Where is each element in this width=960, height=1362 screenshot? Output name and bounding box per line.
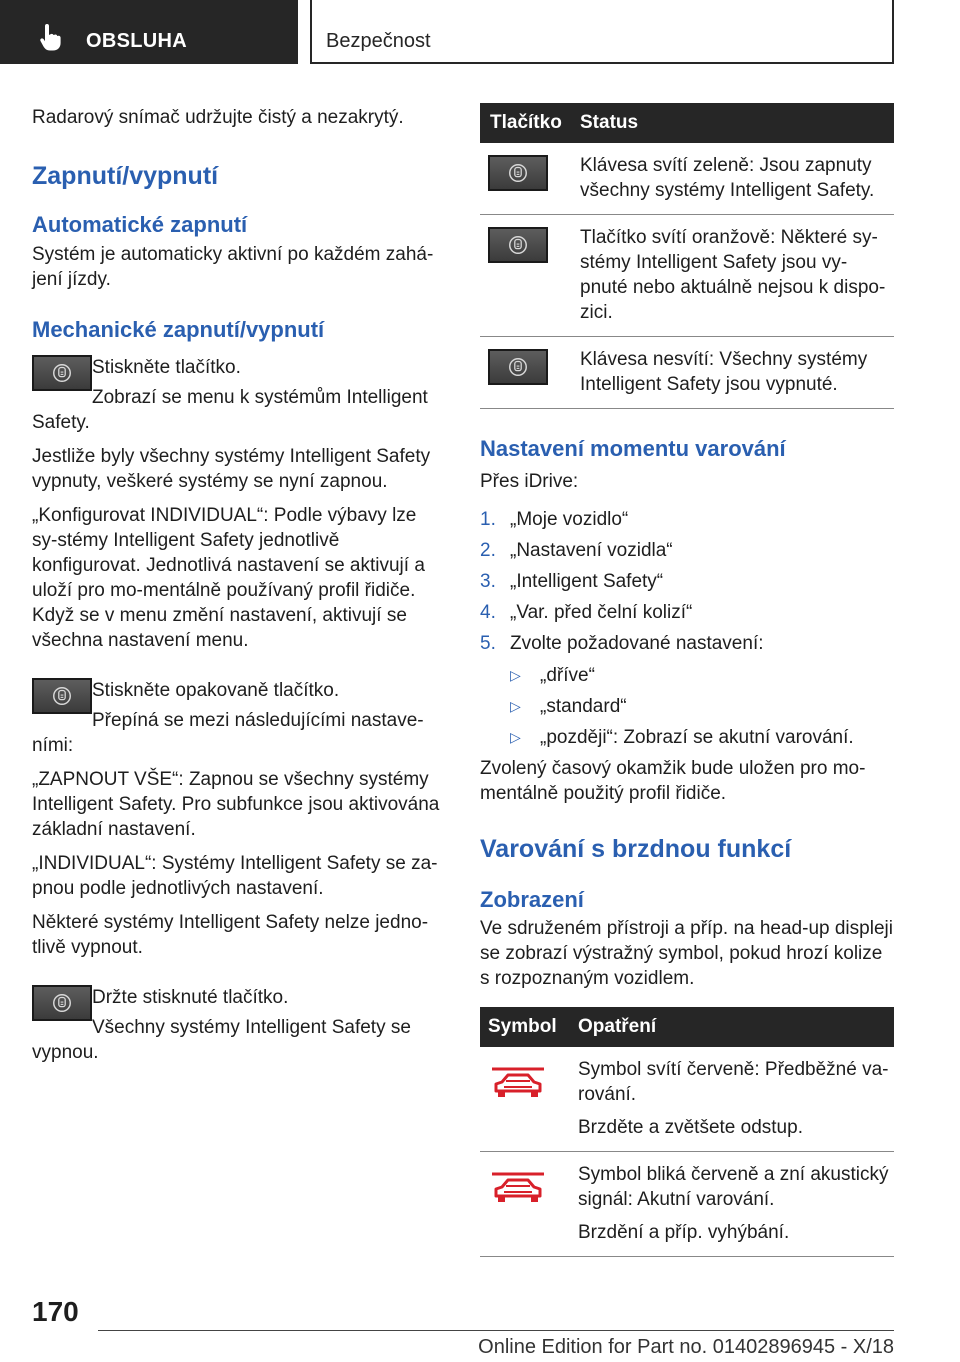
intelligent-safety-icon (507, 162, 529, 184)
triangle-bullet-icon: ▷ (510, 667, 521, 683)
list-item: ▷ „později“: Zobrazí se akutní varování. (510, 727, 854, 748)
list-item: 2. „Nastavení vozidla“ (480, 540, 673, 561)
heading-mechanical: Mechanické zapnutí/vypnutí (32, 317, 325, 342)
intelligent-safety-button (488, 227, 548, 263)
intelligent-safety-icon (51, 362, 73, 384)
acute-warning-text: Symbol bliká červeně a zní akustický signál: Akutní varování. (578, 1164, 889, 1210)
heading-warning-time: Nastavení momentu varování (480, 436, 786, 461)
heading-display: Zobrazení (480, 887, 584, 912)
status-orange: Tlačítko svítí oranžově: Některé sy-stémy Intelligent Safety jsou vy-pnuté nebo aktuálně nejsou k dispo-zici. (578, 215, 894, 337)
edition-footer: Online Edition for Part no. 01402896945 - X/18 (478, 1336, 894, 1358)
left-column (32, 100, 446, 1065)
list-item: ▷ „standard“ (510, 696, 627, 717)
press-instruction-3: Držte stisknuté tlačítko. (92, 987, 289, 1008)
press-instruction-1: Stiskněte tlačítko. (92, 357, 241, 378)
all-off-text: Všechny systémy Intelligent Safety se vypnou. (32, 1017, 411, 1063)
table-row (480, 143, 894, 215)
intelligent-safety-button (32, 985, 92, 1021)
table-row (480, 337, 894, 409)
table-row (480, 1152, 894, 1257)
heading-on-off: Zapnutí/vypnutí (32, 162, 219, 190)
status-green: Klávesa svítí zeleně: Jsou zapnuty všechny systémy Intelligent Safety. (578, 143, 894, 215)
intelligent-safety-icon (51, 685, 73, 707)
car-warning-icon (488, 1170, 548, 1210)
status-table-header-button: Tlačítko (480, 103, 578, 143)
triangle-bullet-icon: ▷ (510, 698, 521, 714)
intro-text: Radarový snímač udržujte čistý a nezakrytý. (32, 107, 404, 128)
list-item: ▷ „dříve“ (510, 665, 595, 686)
intelligent-safety-button (488, 155, 548, 191)
intelligent-safety-icon (51, 992, 73, 1014)
press-instruction-2: Stiskněte opakovaně tlačítko. (92, 680, 340, 701)
intelligent-safety-button (488, 349, 548, 385)
status-table (480, 103, 894, 409)
display-text: Ve sdruženém přístroji a příp. na head-up displeji se zobrazí výstražný symbol, pokud hrozí kolize s rozpoznaným vozidlem. (480, 918, 893, 989)
symbol-table (480, 1007, 894, 1257)
list-item: 5. Zvolte požadované nastavení: (480, 633, 764, 654)
list-item: 4. „Var. před čelní kolizí“ (480, 602, 693, 623)
section-label: Bezpečnost (326, 30, 431, 52)
page-number: 170 (32, 1296, 79, 1327)
steps-list (480, 507, 894, 656)
press-button-block-2 (32, 678, 446, 736)
car-warning-icon (488, 1065, 548, 1105)
status-off: Klávesa nesvítí: Všechny systémy Intelligent Safety jsou vypnuté. (578, 337, 894, 409)
cannot-disable-text: Některé systémy Intelligent Safety nelze jedno-tlivě vypnout. (32, 912, 429, 958)
via-idrive-text: Přes iDrive: (480, 471, 579, 492)
options-list (480, 663, 894, 750)
hand-pointer-icon (38, 22, 64, 52)
saved-profile-text: Zvolený časový okamžik bude uložen pro mo-mentálně použitý profil řidiče. (480, 758, 866, 804)
press-button-block-3 (32, 985, 446, 1043)
list-item: 3. „Intelligent Safety“ (480, 571, 664, 592)
heading-auto-on: Automatické zapnutí (32, 212, 248, 237)
intelligent-safety-icon (507, 234, 529, 256)
right-column (480, 103, 894, 1257)
intelligent-safety-button (32, 678, 92, 714)
intelligent-safety-icon (507, 356, 529, 378)
prewarning-text: Symbol svítí červeně: Předběžné va-rování. (578, 1059, 889, 1105)
acute-warning-action: Brzdění a příp. vyhýbání. (578, 1222, 790, 1243)
symbol-table-header-action: Opatření (576, 1007, 894, 1047)
footer-divider (98, 1330, 894, 1331)
section-header (310, 0, 894, 64)
status-table-header-status: Status (578, 103, 894, 143)
individual-text: „INDIVIDUAL“: Systémy Intelligent Safety se za-pnou podle jednotlivých nastavení. (32, 853, 438, 899)
toggle-settings-text: Přepíná se mezi následujícími nastave-ními: (32, 710, 424, 756)
chapter-label: OBSLUHA (86, 30, 187, 52)
intelligent-safety-button (32, 355, 92, 391)
switch-all-on-text: „ZAPNOUT VŠE“: Zapnou se všechny systémy Intelligent Safety. Pro subfunkce jsou aktivována základní nastavení. (32, 769, 440, 840)
auto-on-text: Systém je automaticky aktivní po každém zahá-jení jízdy. (32, 244, 434, 290)
configure-individual-text: „Konfigurovat INDIVIDUAL“: Podle výbavy lze sy-stémy Intelligent Safety jednotlivě konfigurovat. Jednotlivá nastavení se aktivují a uloží pro mo-mentálně používaný profil řidiče. Když se v menu změní nastavení, aktivují se všechna nastavení menu. (32, 505, 425, 651)
table-row (480, 215, 894, 337)
symbol-table-header-symbol: Symbol (480, 1007, 576, 1047)
press-button-block-1 (32, 355, 446, 413)
chapter-tab[interactable] (0, 0, 298, 64)
prewarning-action: Brzděte a zvětšete odstup. (578, 1117, 803, 1138)
triangle-bullet-icon: ▷ (510, 729, 521, 745)
table-row (480, 1047, 894, 1152)
all-on-text: Jestliže byly všechny systémy Intelligent Safety vypnuty, veškeré systémy se nyní zapnou. (32, 446, 431, 492)
menu-appears-text: Zobrazí se menu k systémům Intelligent Safety. (32, 387, 428, 433)
list-item: 1. „Moje vozidlo“ (480, 509, 629, 530)
heading-brake-warning: Varování s brzdnou funkcí (480, 835, 792, 863)
